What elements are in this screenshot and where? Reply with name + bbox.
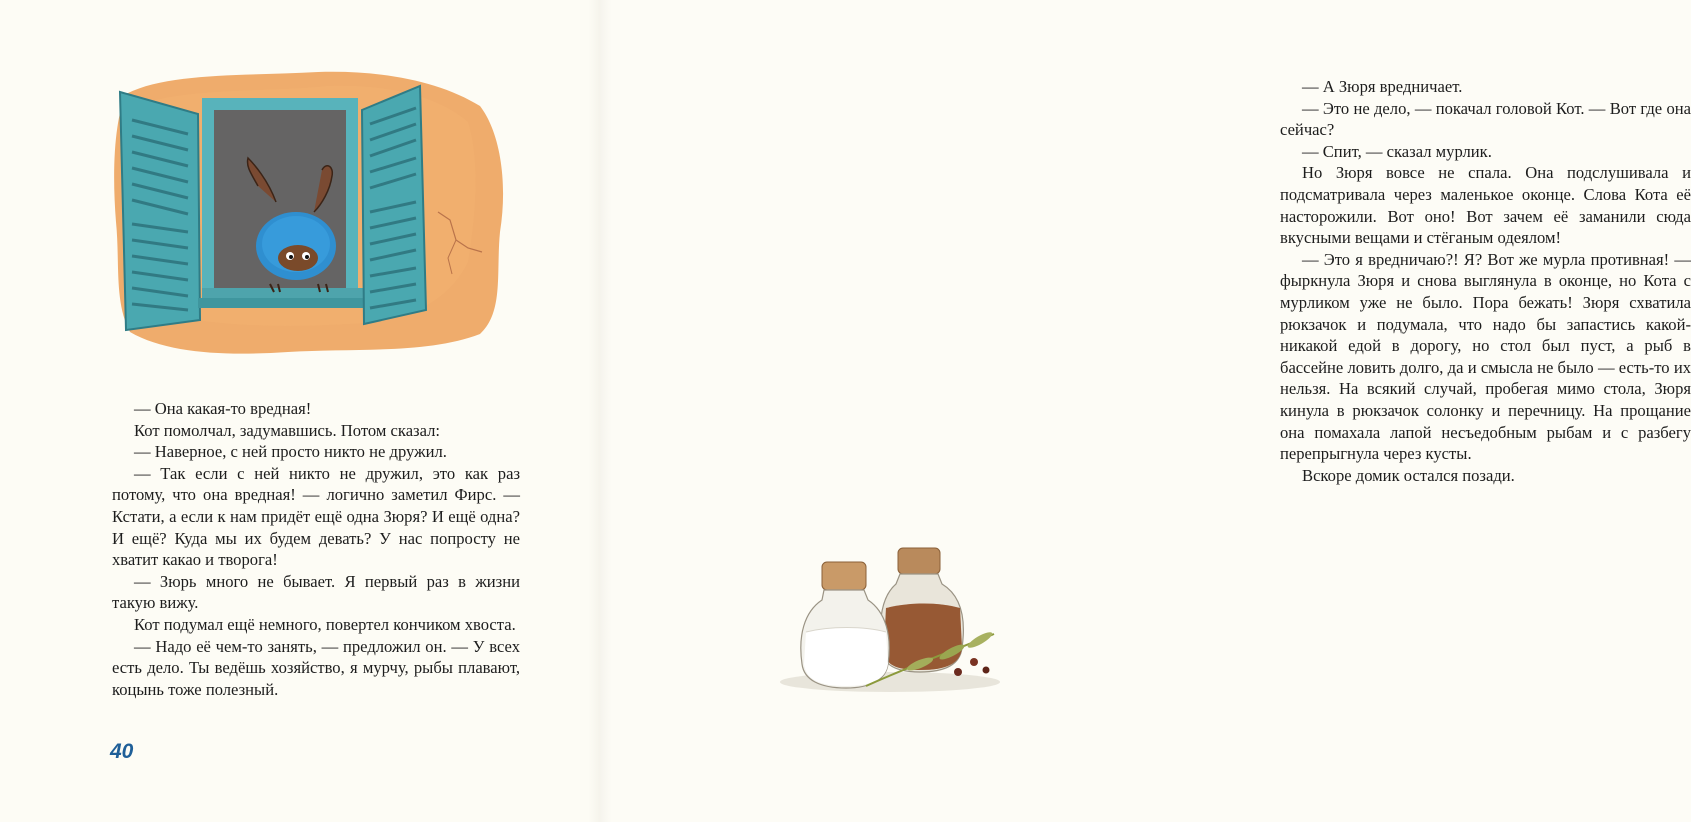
left-shutter (120, 92, 200, 330)
window-sill (198, 298, 370, 308)
paragraph: Кот помолчал, задумавшись. Потом сказал: (134, 420, 441, 440)
peppercorn (954, 668, 962, 676)
paragraph: Кот подумал ещё немного, повертел кончиком хвоста. (134, 614, 516, 634)
salt-jar (801, 562, 889, 688)
paragraph: — Зюрь много не бывает. Я первый раз в жизни такую вижу. (112, 571, 520, 613)
right-shutter (362, 86, 426, 324)
paragraph: — Так если с ней никто не дружил, это как раз потому, что она вредная! — логично заметил Фирс. — Кстати, а если к нам придёт ещё одна Зюря? И ещё одна? И ещё? Куда мы их будем девать? У нас попросту не хватит какао и творога! (112, 463, 520, 570)
paragraph: — Спит, — сказал мурлик. (1302, 141, 1492, 161)
gutter (588, 0, 612, 822)
paragraph: — Она какая-то вредная! (134, 399, 312, 418)
page-number: 40 (110, 740, 134, 763)
right-page-text (1280, 76, 1691, 486)
paragraph: — Это не дело, — покачал головой Кот. — Вот где она сейчас? (1280, 98, 1691, 140)
window-with-blue-creature-illustration (108, 62, 513, 362)
left-page (0, 0, 600, 822)
paragraph: — А Зюря вредничает. (1302, 77, 1463, 96)
peppercorn (970, 658, 978, 666)
paragraph: — Это я вредничаю?! Я? Вот же мурла противная! — фыркнула Зюря и снова выглянула в оконце, но Кота с мурликом уже не было. Пора бежать! Зюря схватила рюкзачок и подумала, что надо бы запастись какой-никакой едой в дорогу, но стол был пуст, а рыб в бассейне ловить долго, да и смысла не было — есть-то их нельзя. На всякий случай, пробегая мимо стола, Зюря кинула в рюкзачок солонку и перечницу. На прощание она помахала лапой несъедобным рыбам и с разбегу перепрыгнула через кусты. (1280, 249, 1691, 464)
left-page-text (112, 398, 520, 700)
paragraph: — Наверное, с ней просто никто не дружил. (134, 442, 447, 462)
paragraph: Вскоре домик остался позади. (1302, 465, 1515, 485)
salt-and-pepper-jars-illustration (770, 540, 1020, 700)
peppercorn (983, 667, 990, 674)
paragraph: Но Зюря вовсе не спала. Она подслушивала и подсматривала через маленькое оконце. Слова Кота её насторожили. Вот оно! Вот зачем её заманили сюда вкусными вещами и стёганым одеялом! (1280, 163, 1691, 248)
paragraph: — Надо её чем-то занять, — предложил он. — У всех есть дело. Ты ведёшь хозяйство, я мурчу, рыбы плавают, коцынь тоже полезный. (112, 636, 520, 699)
